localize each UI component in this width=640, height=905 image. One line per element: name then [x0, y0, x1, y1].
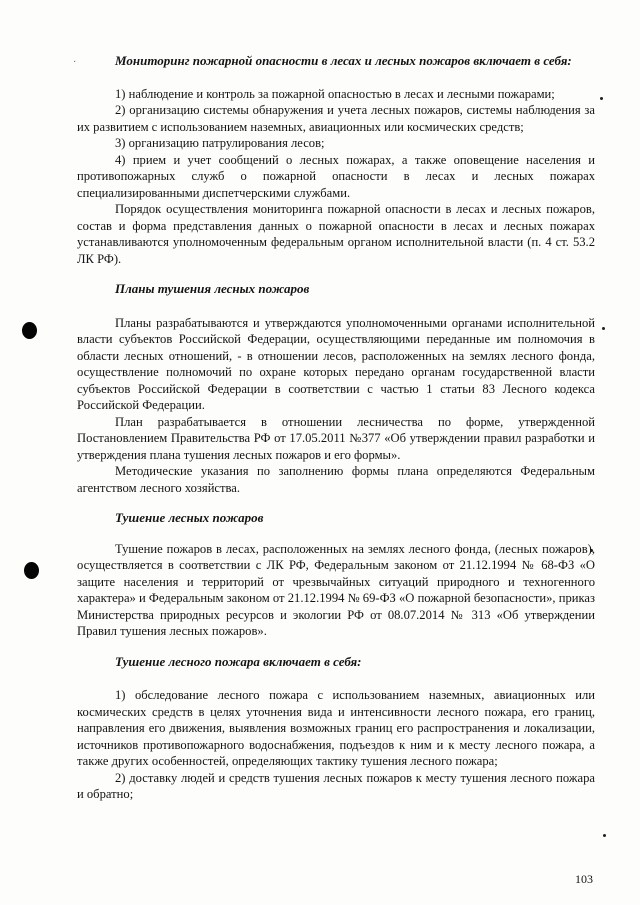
- paragraph: План разрабатывается в отношении лесничества по форме, утвержденной Постановлением Правительства РФ от 17.05.2011 №377 «Об утверждении правил разработки и утверждения плана тушения лесных пожаров и его формы».: [77, 414, 595, 462]
- scan-speck: [600, 97, 603, 100]
- list-item: 2) доставку людей и средств тушения лесных пожаров к месту тушения лесного пожара и обратно;: [77, 770, 595, 801]
- list-item: 1) обследование лесного пожара с использованием наземных, авиационных или космических средств в целях уточнения вида и интенсивности лесного пожара, его границ, направления его движения, выявления возможных границ его распространения и локализации, источников противопожарного водоснабжения, подъездов к ним и к месту лесного пожара, а также других особенностей, определяющих тактику тушения лесного пожара;: [77, 688, 595, 768]
- list-item: 3) организацию патрулирования лесов;: [115, 136, 325, 150]
- paragraph: Планы разрабатываются и утверждаются уполномоченными органами исполнительной власти субъектов Российской Федерации, осуществляющими переданные им полномочия в области лесных отношений, - в отношении лесов, расположенных на землях лесного фонда, осуществление полномочий по охране которых передано органам государственной власти субъектов Российской Федерации в соответствии с частью 1 статьи 83 Лесного кодекса Российской Федерации.: [77, 315, 595, 412]
- section-heading-monitoring: Мониторинг пожарной опасности в лесах и лесных пожаров включает в себя:: [115, 53, 572, 68]
- list-item: 1) наблюдение и контроль за пожарной опасностью в лесах и лесными пожарами;: [115, 86, 555, 101]
- document-body: [77, 53, 595, 803]
- section-heading-plans: Планы тушения лесных пожаров: [115, 281, 310, 296]
- scan-speck: [602, 327, 605, 330]
- paragraph: Методические указания по заполнению формы плана определяются Федеральным агентством лесного хозяйства.: [77, 464, 595, 495]
- punch-hole-top: [22, 322, 37, 339]
- scan-mark: ·: [73, 57, 77, 68]
- list-item: 2) организацию системы обнаружения и учета лесных пожаров, системы наблюдения за их развитием с использованием наземных, авиационных или космических средств;: [77, 103, 595, 134]
- paragraph: Тушение пожаров в лесах, расположенных на землях лесного фонда, (лесных пожаров), осуществляется в соответствии с ЛК РФ, Федеральным законом от 21.12.1994 № 68-ФЗ «О защите населения и территорий от чрезвычайных ситуаций природного и техногенного характера» и Федеральным законом от 21.12.1994 № 69-ФЗ «О пожарной безопасности», приказ Министерства природных ресурсов и экологии РФ от 08.07.2014 № 313 «Об утверждении Правил тушения лесных пожаров».: [77, 541, 595, 638]
- section-heading-includes: Тушение лесного пожара включает в себя:: [115, 653, 362, 669]
- paragraph: Порядок осуществления мониторинга пожарной опасности в лесах и лесных пожаров, состав и форма представления данных о пожарной опасности в лесах и лесных пожарах устанавливаются уполномоченным федеральным органом исполнительной власти (п. 4 ст. 53.2 ЛК РФ).: [77, 202, 595, 266]
- list-item: 4) прием и учет сообщений о лесных пожарах, а также оповещение населения и противопожарных служб о пожарной опасности в лесах и лесных пожарах специализированными диспетчерскими службами.: [77, 152, 595, 200]
- punch-hole-bottom: [24, 562, 39, 579]
- section-heading-extinguishing: Тушение лесных пожаров: [115, 510, 264, 525]
- page-number: 103: [575, 872, 593, 886]
- scan-speck: [603, 834, 606, 837]
